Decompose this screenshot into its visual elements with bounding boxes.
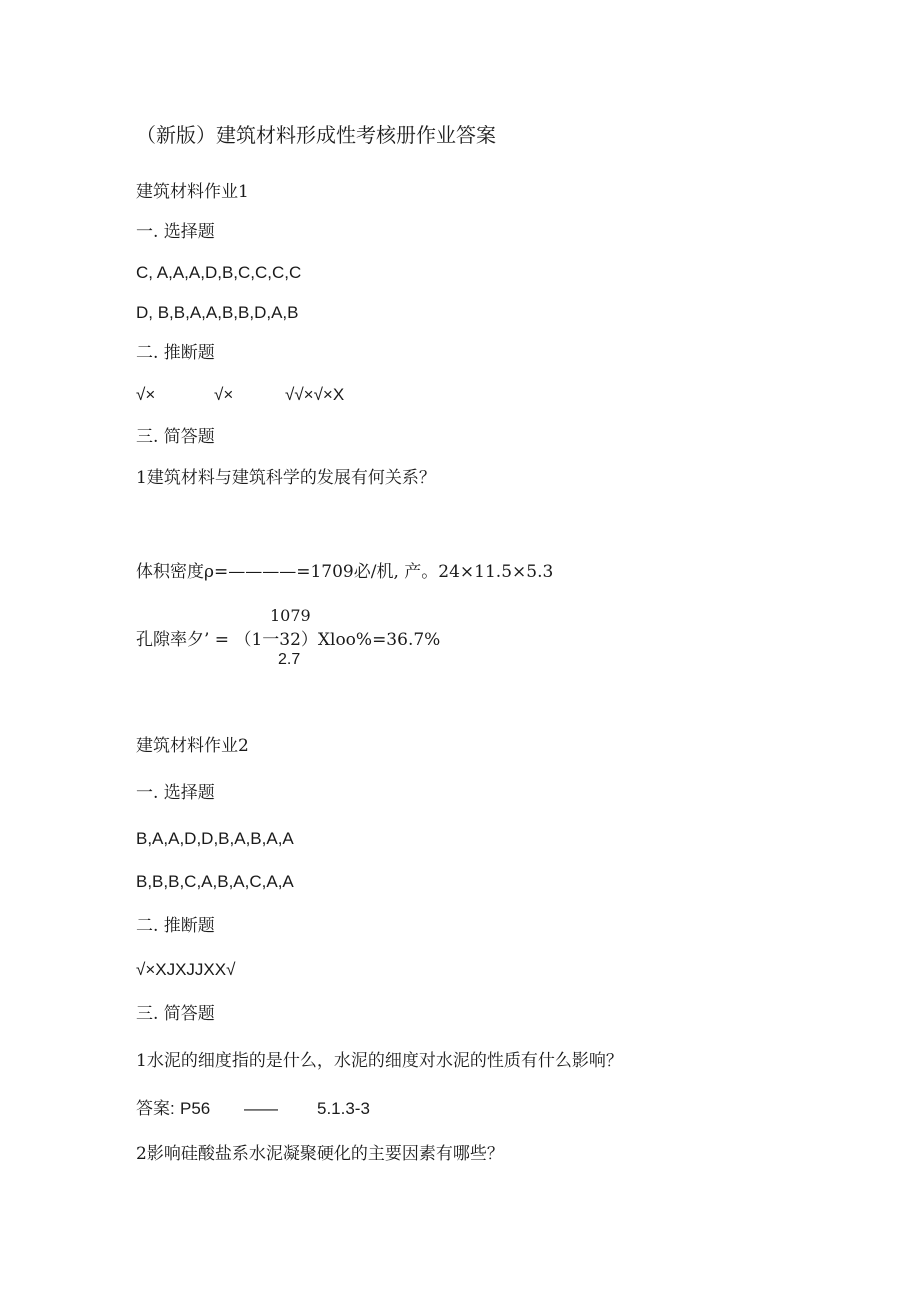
hw1-question-1: 1建筑材料与建筑科学的发展有何关系？	[136, 468, 436, 488]
hw1-heading: 建筑材料作业1	[136, 182, 249, 202]
hw2-mc-answers-line2: B,B,B,C,A,B,A,C,A,A	[136, 872, 294, 891]
answer-label: 答案:	[136, 1099, 175, 1118]
hw1-tf-part1: √×	[136, 385, 156, 404]
hw1-tf-part3: √√×√×X	[285, 385, 345, 404]
answer-dash: ——	[244, 1099, 278, 1118]
porosity-numerator: 1079	[270, 606, 311, 625]
hw2-heading: 建筑材料作业2	[136, 736, 249, 756]
hw1-section-short-answer: 三. 简答题	[136, 427, 215, 447]
hw2-question-2: 2影响硅酸盐系水泥凝聚硬化的主要因素有哪些？	[136, 1144, 504, 1164]
answer-page: P56	[180, 1099, 211, 1118]
hw1-section-multiple-choice: 一. 选择题	[136, 222, 215, 242]
answer-section-ref: 5.1.3-3	[317, 1099, 370, 1118]
porosity-denominator: 2.7	[278, 651, 301, 668]
hw2-tf-answers: √×XJXJJXX√	[136, 960, 236, 979]
hw2-mc-answers-line1: B,A,A,D,D,B,A,B,A,A	[136, 829, 294, 848]
hw2-answer-reference	[0, 1098, 920, 1120]
hw2-section-short-answer: 三. 简答题	[136, 1004, 215, 1024]
hw1-tf-part2: √×	[214, 385, 234, 404]
hw2-section-multiple-choice: 一. 选择题	[136, 783, 215, 803]
hw2-section-true-false: 二. 推断题	[136, 916, 215, 936]
hw1-section-true-false: 二. 推断题	[136, 343, 215, 363]
document-title: （新版）建筑材料形成性考核册作业答案	[136, 123, 496, 147]
hw1-mc-answers-line2: D, B,B,A,A,B,B,D,A,B	[136, 303, 299, 322]
hw1-mc-answers-line1: C, A,A,A,D,B,C,C,C,C	[136, 263, 302, 282]
hw1-tf-answers	[0, 384, 920, 406]
porosity-formula: 孔隙率夕’ = （1一32）Xloo%=36.7%	[136, 630, 441, 650]
density-formula: 体积密度ρ=————=1709必/机, 产。24×11.5×5.3	[136, 562, 554, 582]
hw2-question-1: 1水泥的细度指的是什么，水泥的细度对水泥的性质有什么影响？	[136, 1051, 623, 1071]
